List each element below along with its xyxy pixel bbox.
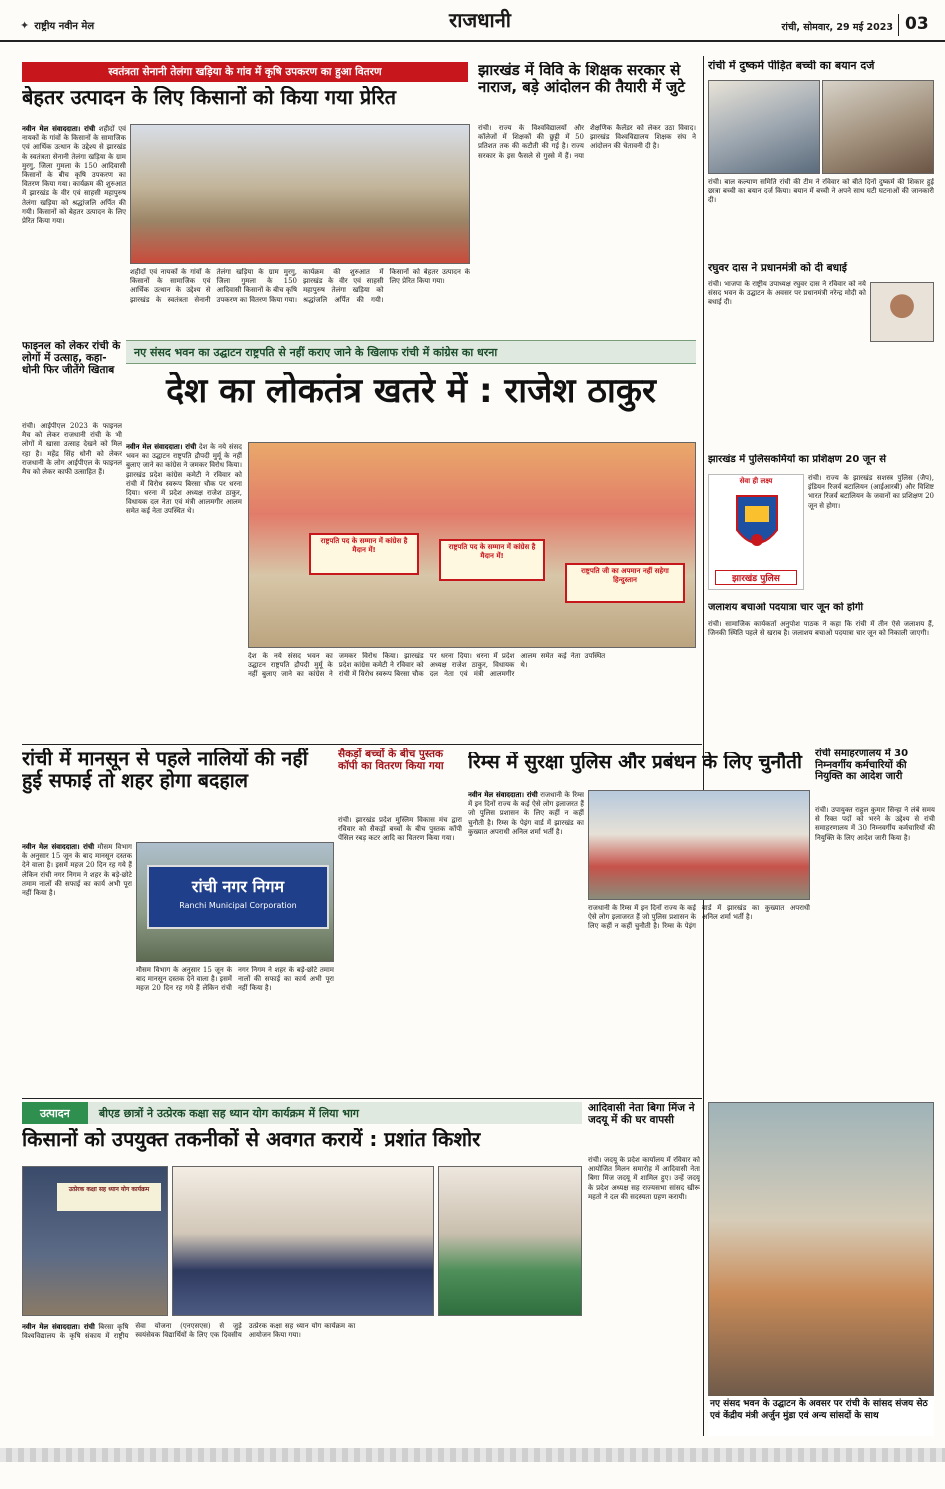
farm-body-text: शहीदों एवं नायकों के गांवों के किसानों के सामाजिक एवं आर्थिक उत्थान के उद्देश्य से झारखंड के स्वतंत्रता सेनानी तेलंगा खड़िया के ग्राम मुरगु, जिला गुमला के 150 आदिवासी किसानों के बीच कृषि उपकरण का वितरण किया गया। कार्यक्रम की शुरुआत में झारखंड के वीर एवं साहसी महापुरुष तेलंगा खड़िया को श्रद्धांजलि अर्पित की गयी। किसानों को बेहतर उत्पादन के लिए प्रेरित किया गया। — [22, 125, 126, 226]
democracy-protest-photo — [248, 442, 696, 648]
right-column-divider — [703, 56, 704, 1436]
water-headline: जलाशय बचाओ पदयात्रा चार जून को होगी — [708, 602, 864, 613]
farm-kicker-bar — [22, 62, 468, 82]
teachers-headline: झारखंड में विवि के शिक्षक सरकार से नाराज, बड़े आंदोलन की तैयारी में जुटे — [478, 62, 685, 97]
farm-photo — [130, 124, 470, 264]
police-training-body-text: रांची। राज्य के झारखंड सशस्त्र पुलिस (जैप), इंडियन रिजर्व बटालियन (आईआरबी) और विशिष्ट भारत रिजर्व बटालियन के जवानों का प्रशिक्षण 20 जून से होगा। — [808, 474, 934, 510]
sign-text: रांची नगर निगम — [191, 877, 285, 896]
bed-students-photo-right — [438, 1166, 582, 1316]
drains-body — [22, 842, 132, 1092]
nagar-nigam-sign — [147, 865, 329, 929]
drains-headline: रांची में मानसून से पहले नालियों की नहीं हुई सफाई तो शहर होगा बदहाल — [22, 748, 308, 793]
democracy-body — [126, 442, 242, 738]
rims-body — [468, 790, 584, 1092]
water-body — [708, 620, 934, 735]
books-body — [338, 816, 462, 1092]
farm-kicker: स्वतंत्रता सेनानी तेलंगा खड़िया के गांव में कृषि उपकरण का हुआ वितरण — [108, 66, 382, 78]
bed-students-photo-left — [172, 1166, 434, 1316]
victim-photo-left — [708, 80, 820, 174]
bed-kicker: बीएड छात्रों ने उत्प्रेरक कक्षा सह ध्यान योग कार्यक्रम में लिया भाग — [98, 1107, 359, 1120]
drains-body-cont-text: मौसम विभाग के अनुसार 15 जून के बाद मानसून दस्तक देने वाला है। इसमें महज 20 दिन रह गये हैं लेकिन रांची नगर निगम ने शहर के बड़े-छोटे तमाम नालों की सफाई का कार्य अभी पूरा नहीं किया है। — [136, 966, 334, 993]
rims-byline: नवीन मेल संवाददाता। रांची — [468, 790, 538, 799]
victim-body-text: रांची। बाल कल्याण समिति रांची की टीम ने रविवार को बीते दिनों दुष्कर्म की शिकार हुई छात्रा बच्ची का बयान दर्ज किया। बयान में बच्ची ने अपने साथ घटी घटनाओं की जानकारी दी। — [708, 178, 934, 205]
bed-headline: किसानों को उपयुक्त तकनीकों से अवगत करायें : प्रशांत किशोर — [22, 1128, 481, 1151]
drains-body-continued — [136, 966, 334, 1092]
teachers-body-text: रांची। राज्य के विश्वविद्यालयों और कॉलेजों में शिक्षकों की छुट्टी में 50 प्रतिशत तक की कटौती की गई है। राज्य सरकार के इस फैसले से गुस्से में हैं। नया शैक्षणिक कैलेंडर को लेकर उठा विवाद। झारखंड विश्वविद्यालय शिक्षक संघ ने आंदोलन की चेतावनी दी है। — [478, 124, 696, 160]
democracy-kicker: नए संसद भवन का उद्घाटन राष्ट्रपति से नहीं कराए जाने के खिलाफ रांची में कांग्रेस का धरना — [134, 346, 498, 359]
farm-body-cont-text: शहीदों एवं नायकों के गांवों के किसानों के सामाजिक एवं आर्थिक उत्थान के उद्देश्य से झारखंड के स्वतंत्रता सेनानी तेलंगा खड़िया के ग्राम मुरगु, जिला गुमला के 150 आदिवासी किसानों के बीच कृषि उपकरण का वितरण किया गया। कार्यक्रम की शुरुआत में झारखंड के वीर एवं साहसी महापुरुष तेलंगा खड़िया को श्रद्धांजलि अर्पित की गयी। किसानों को बेहतर उत्पादन के लिए प्रेरित किया गया। — [130, 268, 470, 304]
bed-tag: उत्पादन — [22, 1102, 88, 1124]
farm-body — [22, 124, 126, 334]
placard-3: राष्ट्रपति जी का अपमान नहीं सहेगा हिन्दुस्तान — [565, 563, 685, 603]
logo-text: राष्ट्रीय नवीन मेल — [34, 21, 95, 32]
police-logo-bottom: झारखंड पुलिस — [715, 570, 797, 585]
democracy-headline: देश का लोकतंत्र खतरे में : राजेश ठाकुर — [166, 372, 656, 411]
bed-kicker-bar — [22, 1102, 582, 1124]
leader-headline: आदिवासी नेता बिगा मिंज ने जदयू में की घर वापसी — [588, 1102, 695, 1127]
police-shield-icon — [709, 486, 804, 566]
sign-subtext: Ranchi Municipal Corporation — [179, 901, 297, 910]
ipl-body — [22, 422, 122, 738]
bed-stage-photo — [22, 1166, 168, 1316]
parliament-caption: नए संसद भवन के उद्घाटन के अवसर पर रांची के सांसद संजय सेठ एवं केंद्रीय मंत्री अर्जुन मुंडा एवं अन्य सांसदों के साथ — [710, 1399, 928, 1421]
dateline: रांची, सोमवार, 29 मई 2023 — [781, 22, 893, 33]
bed-stage-banner: उत्प्रेरक कक्षा सह ध्यान योग कार्यक्रम — [57, 1183, 161, 1211]
raghubar-body-text: रांची। भाजपा के राष्ट्रीय उपाध्यक्ष रघुवर दास ने रविवार को नये संसद भवन के उद्घाटन के अवसर पर प्रधानमंत्री नरेन्द्र मोदी को बधाई दी। — [708, 280, 866, 307]
bed-body — [22, 1322, 582, 1434]
leader-body-text: रांची। जदयू के प्रदेश कार्यालय में रविवार को आयोजित मिलन समारोह में आदिवासी नेता बिगा मिंज जदयू में शामिल हुए। उन्हें जदयू के प्रदेश अध्यक्ष सह राज्यसभा सांसद खीरू महतो ने दल की सदस्यता ग्रहण करायी। — [588, 1156, 700, 1201]
newspaper-logo — [20, 14, 170, 32]
ipl-headline: फाइनल को लेकर रांची के लोगों में उत्साह, कहा- धोनी फिर जीतेंगे खिताब — [22, 340, 121, 377]
rims-hospital-photo — [588, 790, 810, 900]
democracy-body-continued — [248, 652, 696, 738]
raghubar-photo — [870, 282, 934, 342]
leader-body — [588, 1156, 700, 1434]
books-headline: सैकड़ों बच्चों के बीच पुस्तक कॉपी का वितरण किया गया — [338, 748, 444, 773]
rims-headline: रिम्स में सुरक्षा पुलिस और प्रबंधन के लिए चुनौती — [468, 752, 802, 773]
section-divider-2 — [22, 1098, 702, 1099]
outsourcing-body — [815, 806, 935, 1092]
rims-body-cont-text: राजधानी के रिम्स में इन दिनों राज्य के कई ऐसे लोग इलाजरत हैं जो पुलिस प्रशासन के लिए कहीं न कहीं चुनौती है। रिम्स के पेइंग वार्ड में झारखंड का कुख्यात अपराधी अनिल शर्मा भर्ती है। — [588, 904, 810, 931]
bird-icon: ✦ — [20, 19, 30, 32]
placard-2: राष्ट्रपति पद के सम्मान में कांग्रेस है मैदान में! — [439, 539, 545, 581]
drains-byline: नवीन मेल संवाददाता। रांची — [22, 842, 95, 851]
outsourcing-headline: रांची समाहरणालय में 30 निम्नवर्गीय कर्मचारियों की नियुक्ति का आदेश जारी — [815, 748, 909, 782]
water-body-text: रांची। सामाजिक कार्यकर्ता अनुपोश पाठक ने कहा कि रांची में तीन ऐसे जलाशय हैं, जिनकी स्थिति पहले से खराब है। जलाशय बचाओ पदयात्रा चार जून को निकाली जाएगी। — [708, 620, 934, 638]
bed-byline: नवीन मेल संवाददाता। रांची — [22, 1322, 95, 1331]
drains-body-text: मौसम विभाग के अनुसार 15 जून के बाद मानसून दस्तक देने वाला है। इसमें महज 20 दिन रह गये हैं लेकिन रांची नगर निगम ने शहर के बड़े-छोटे तमाम नालों की सफाई का कार्य अभी पूरा नहीं किया है। — [22, 843, 132, 898]
page-number: 03 — [898, 14, 938, 36]
police-training-body — [808, 474, 934, 590]
farm-byline: नवीन मेल संवाददाता। रांची — [22, 124, 96, 133]
victim-photo-right — [822, 80, 934, 174]
parliament-photo — [708, 1102, 934, 1398]
parliament-caption-bar — [708, 1396, 934, 1436]
books-body-text: रांची। झारखंड प्रदेश मुस्लिम विकास मंच द्वारा रविवार को सैकड़ों बच्चों के बीच पुस्तक कॉपी पेंसिल रबड़ कटर आदि का वितरण किया गया। — [338, 816, 462, 843]
drains-sign-photo — [136, 842, 334, 962]
rims-body-text: राजधानी के रिम्स में इन दिनों राज्य के कई ऐसे लोग इलाजरत हैं जो पुलिस प्रशासन के लिए कहीं न कहीं चुनौती है। रिम्स के पेइंग वार्ड में झारखंड का कुख्यात अपराधी अनिल शर्मा भर्ती है। — [468, 791, 584, 836]
jharkhand-police-logo — [708, 474, 804, 590]
democracy-byline: नवीन मेल संवाददाता। रांची — [126, 442, 197, 451]
democracy-kicker-bar — [126, 340, 696, 364]
section-title: राजधानी — [449, 8, 511, 32]
democracy-body-text: देश के नये संसद भवन का उद्घाटन राष्ट्रपति द्रौपदी मुर्मू के नहीं बुलाए जाने का कांग्रेस ने जमकर विरोध किया। झारखंड प्रदेश कांग्रेस कमेटी ने रविवार को रांची में विरोध स्वरूप बिरसा चौक पर धरना दिया। धरना में प्रदेश अध्यक्ष राजेश ठाकुर, विधायक दल नेता एवं मंत्री आलमगीर आलम समेत कई नेता उपस्थित थे। — [126, 443, 242, 516]
raghubar-body — [708, 280, 866, 448]
ipl-body-text: रांची। आईपीएल 2023 के फाइनल मैच को लेकर राजधानी रांची के भी लोगों में खासा उत्साह देखने को मिल रहा है। महेंद्र सिंह धोनी को लेकर राजधानी के लोग आईपीएल के फाइनल मैच को लेकर काफी उत्साहित हैं। — [22, 422, 122, 477]
rims-body-continued — [588, 904, 810, 1092]
farm-body-continued — [130, 268, 470, 334]
police-logo-top: सेवा ही लक्ष्य — [739, 477, 773, 485]
outsourcing-body-text: रांची। उपायुक्त राहुल कुमार सिन्हा ने लंबे समय से रिक्त पदों को भरने के उद्देश्य से रांची समाहरणालय में 30 निम्नवर्गीय कर्मचारियों की नियुक्ति के लिए आदेश जारी किया है। — [815, 806, 935, 842]
footer-color-strip — [0, 1448, 945, 1462]
raghubar-headline: रघुवर दास ने प्रधानमंत्री को दी बधाई — [708, 262, 847, 274]
placard-1: राष्ट्रपति पद के सम्मान में कांग्रेस है मैदान में! — [309, 533, 419, 575]
teachers-body — [478, 124, 696, 334]
democracy-body-cont-text: देश के नये संसद भवन का उद्घाटन राष्ट्रपति द्रौपदी मुर्मू के नहीं बुलाए जाने का कांग्रेस ने जमकर विरोध किया। झारखंड प्रदेश कांग्रेस कमेटी ने रविवार को रांची में विरोध स्वरूप बिरसा चौक पर धरना दिया। धरना में प्रदेश अध्यक्ष राजेश ठाकुर, विधायक दल नेता एवं मंत्री आलमगीर आलम समेत कई नेता उपस्थित थे। — [248, 652, 606, 679]
victim-headline: रांची में दुष्कर्म पीड़ित बच्ची का बयान दर्ज — [708, 60, 875, 72]
farm-headline: बेहतर उत्पादन के लिए किसानों को किया गया प्रेरित — [22, 86, 397, 109]
section-divider-1 — [22, 744, 702, 745]
masthead — [0, 0, 945, 42]
bed-body-text: बिरसा कृषि विश्वविद्यालय के कृषि संकाय में राष्ट्रीय सेवा योजना (एनएसएस) से जुड़े स्वयंसेवक विद्यार्थियों के लिए एक दिवसीय उत्प्रेरक कक्षा सह ध्यान योग कार्यक्रम का आयोजन किया गया। — [22, 1322, 356, 1341]
victim-body — [708, 178, 934, 258]
police-training-headline: झारखंड में पुलिसकर्मियों का प्रशिक्षण 20 जून से — [708, 454, 886, 465]
